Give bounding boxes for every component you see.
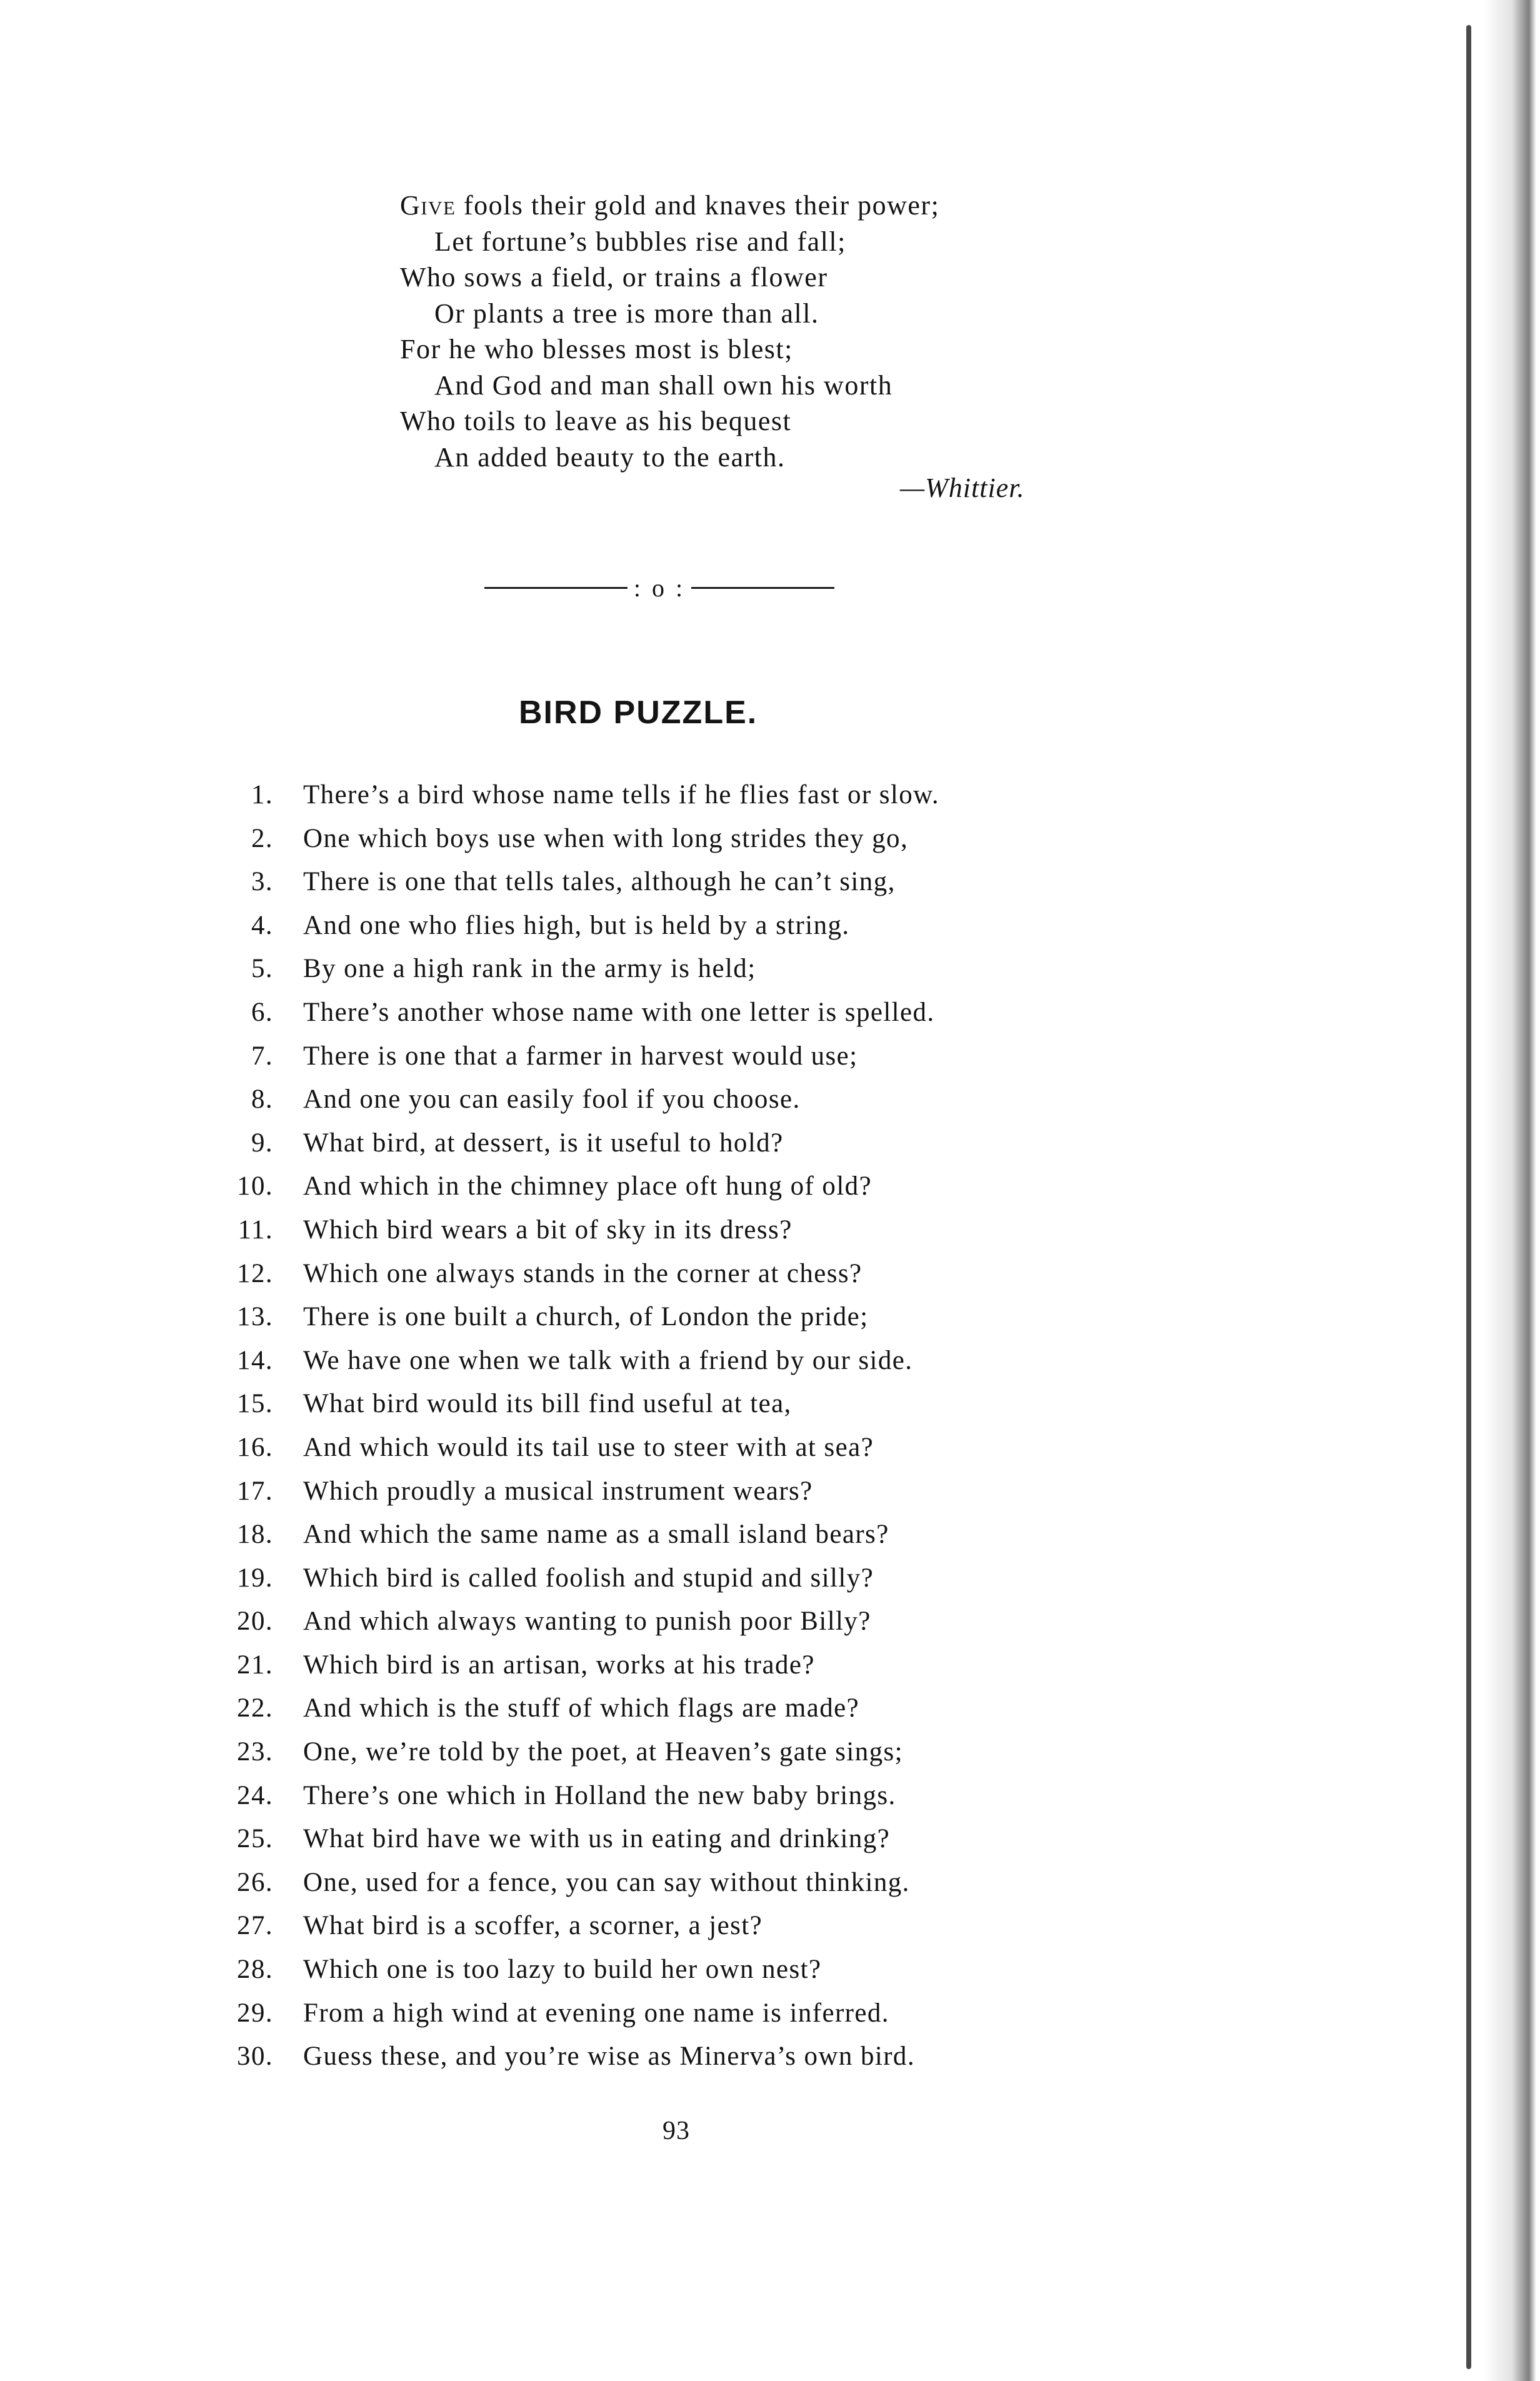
puzzle-item-text: And one who flies high, but is held by a string. (303, 910, 850, 940)
puzzle-item-number: 29. (237, 1998, 273, 2028)
puzzle-item (237, 2035, 1116, 2078)
puzzle-item-number: 14. (237, 1345, 273, 1375)
page-number: 93 (662, 2117, 690, 2145)
poem-line-text: Who sows a field, or trains a flower (400, 262, 828, 293)
puzzle-item (241, 991, 1116, 1035)
puzzle-item-number: 12. (237, 1258, 273, 1288)
poem-line (400, 331, 1088, 368)
puzzle-item-text: There is one built a church, of London the pride; (303, 1302, 869, 1332)
puzzle-item-number: 25. (237, 1824, 273, 1854)
divider-mark: : o : (633, 573, 686, 602)
puzzle-item-text: From a high wind at evening one name is inferred. (303, 1998, 889, 2028)
puzzle-item-text: One, used for a fence, you can say without thinking. (303, 1867, 910, 1897)
puzzle-item-text: Which one always stands in the corner at chess? (303, 1258, 862, 1288)
divider-rule-left (484, 587, 628, 589)
puzzle-item-number: 21. (237, 1650, 273, 1680)
puzzle-item-number: 4. (251, 910, 273, 940)
puzzle-item (237, 1817, 1116, 1861)
puzzle-item (241, 947, 1116, 991)
puzzle-item (237, 1643, 1116, 1687)
puzzle-item-text: There’s one which in Holland the new baby brings. (303, 1780, 896, 1810)
puzzle-item (237, 1513, 1116, 1556)
puzzle-item-number: 3. (251, 867, 273, 897)
poem-line-text: Let fortune’s bubbles rise and fall; (434, 226, 846, 257)
puzzle-list (237, 773, 1116, 2078)
puzzle-item (237, 1948, 1116, 1992)
puzzle-item (237, 1600, 1116, 1643)
puzzle-item-text: And one you can easily fool if you choose. (303, 1085, 801, 1115)
puzzle-item (241, 1035, 1116, 1078)
puzzle-item-text: There’s another whose name with one letter is spelled. (303, 997, 935, 1027)
puzzle-item (241, 860, 1116, 904)
puzzle-item-number: 18. (237, 1520, 273, 1550)
puzzle-item (237, 1992, 1116, 2035)
puzzle-item (237, 1252, 1116, 1296)
puzzle-item-number: 28. (237, 1955, 273, 1985)
puzzle-item-number: 15. (237, 1389, 273, 1419)
puzzle-item-number: 6. (251, 997, 273, 1027)
puzzle-item (237, 1904, 1116, 1948)
poem-line-text: fools their gold and knaves their power; (456, 190, 940, 221)
puzzle-item (237, 1687, 1116, 1730)
puzzle-item-number: 11. (238, 1215, 273, 1245)
poem-first-word: Give (400, 190, 456, 221)
puzzle-item-text: And which the same name as a small island bears? (303, 1520, 889, 1550)
puzzle-item-number: 10. (237, 1171, 273, 1201)
puzzle-item-number: 7. (251, 1041, 273, 1071)
puzzle-item-number: 13. (237, 1302, 273, 1332)
poem-line-text: Or plants a tree is more than all. (434, 298, 819, 329)
poem-line (400, 368, 1088, 404)
puzzle-item (241, 904, 1116, 948)
puzzle-item-text: And which is the stuff of which flags are made? (303, 1693, 860, 1723)
puzzle-item-text: And which would its tail use to steer with at sea? (303, 1432, 874, 1462)
page-binding-edge (1466, 25, 1471, 2369)
poem-line (400, 188, 1088, 224)
puzzle-item-number: 27. (237, 1911, 273, 1941)
puzzle-item-number: 24. (237, 1780, 273, 1810)
puzzle-item (237, 1470, 1116, 1513)
puzzle-item-text: By one a high rank in the army is held; (303, 954, 756, 984)
puzzle-item (237, 1382, 1116, 1426)
puzzle-item (237, 1339, 1116, 1383)
poem-line (400, 259, 1088, 296)
puzzle-item-number: 9. (251, 1128, 273, 1158)
divider-rule-right (691, 587, 834, 589)
puzzle-item-number: 8. (251, 1085, 273, 1115)
puzzle-item-text: Which bird is an artisan, works at his trade? (303, 1650, 815, 1680)
puzzle-item-text: One, we’re told by the poet, at Heaven’s gate sings; (303, 1737, 904, 1767)
poem-line (400, 224, 1088, 260)
puzzle-item-text: And which in the chimney place oft hung of old? (303, 1171, 872, 1201)
puzzle-item-number: 20. (237, 1607, 273, 1637)
puzzle-item-number: 26. (237, 1867, 273, 1897)
puzzle-item-number: 19. (237, 1563, 273, 1593)
puzzle-item-number: 23. (237, 1737, 273, 1767)
puzzle-item (237, 1730, 1116, 1774)
puzzle-item-text: One which boys use when with long strides they go, (303, 823, 909, 853)
puzzle-item (237, 1426, 1116, 1470)
poem (400, 188, 1088, 475)
poem-line (400, 403, 1088, 439)
puzzle-item (237, 1556, 1116, 1600)
puzzle-item-text: There’s a bird whose name tells if he flies fast or slow. (303, 780, 939, 810)
puzzle-item-text: And which always wanting to punish poor Billy? (303, 1607, 871, 1637)
puzzle-item-text: Guess these, and you’re wise as Minerva’s own bird. (303, 2042, 915, 2072)
puzzle-item-text: What bird would its bill find useful at tea, (303, 1389, 792, 1419)
puzzle-item-number: 1. (251, 780, 273, 810)
puzzle-item-number: 5. (251, 954, 273, 984)
puzzle-item (241, 773, 1116, 817)
puzzle-item (237, 1774, 1116, 1818)
page-edge-shadow (1446, 0, 1540, 2381)
puzzle-item (237, 1165, 1116, 1208)
puzzle-item (241, 1078, 1116, 1121)
puzzle-item (237, 1861, 1116, 1905)
puzzle-item (241, 817, 1116, 861)
poem-attribution: —Whittier. (900, 473, 1025, 503)
puzzle-item (237, 1295, 1116, 1339)
puzzle-item-text: What bird, at dessert, is it useful to hold? (303, 1128, 784, 1158)
poem-line-text: For he who blesses most is blest; (400, 334, 793, 364)
puzzle-item-text: There is one that tells tales, although he can’t sing, (303, 867, 896, 897)
puzzle-item-number: 17. (237, 1476, 273, 1506)
puzzle-item-number: 16. (237, 1432, 273, 1462)
puzzle-item-text: Which bird wears a bit of sky in its dress? (303, 1215, 792, 1245)
puzzle-item-text: Which one is too lazy to build her own nest? (303, 1955, 822, 1985)
puzzle-item (241, 1121, 1116, 1165)
puzzle-item-text: Which proudly a musical instrument wears? (303, 1476, 813, 1506)
puzzle-item-text: What bird is a scoffer, a scorner, a jest? (303, 1911, 763, 1941)
section-divider (484, 569, 834, 606)
poem-line (400, 439, 1088, 476)
puzzle-item (238, 1208, 1116, 1252)
poem-line-text: An added beauty to the earth. (434, 441, 786, 473)
puzzle-item-number: 2. (251, 823, 273, 853)
puzzle-item-number: 22. (237, 1693, 273, 1723)
puzzle-item-text: Which bird is called foolish and stupid and silly? (303, 1563, 874, 1593)
poem-line (400, 296, 1088, 332)
puzzle-item-text: There is one that a farmer in harvest would use; (303, 1041, 858, 1071)
puzzle-item-text: We have one when we talk with a friend by our side. (303, 1345, 913, 1375)
puzzle-item-text: What bird have we with us in eating and drinking? (303, 1824, 891, 1854)
puzzle-item-number: 30. (237, 2042, 273, 2072)
poem-line-text: Who toils to leave as his bequest (400, 406, 792, 436)
poem-line-text: And God and man shall own his worth (434, 369, 893, 401)
section-heading: BIRD PUZZLE. (519, 694, 758, 731)
